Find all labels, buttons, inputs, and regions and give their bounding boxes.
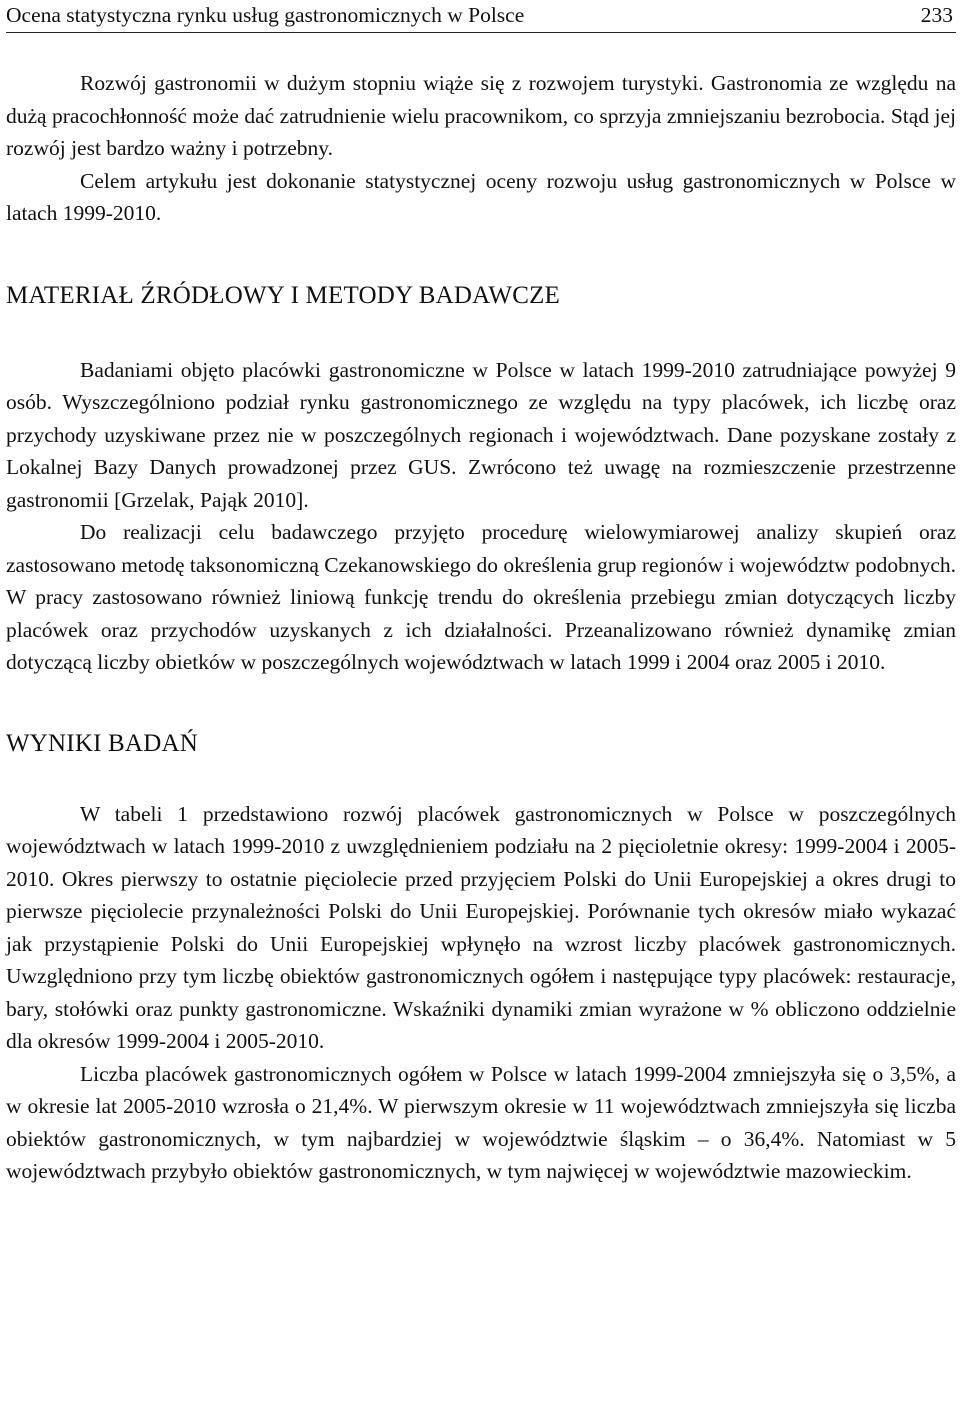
- intro-paragraph-1: Rozwój gastronomii w dużym stopniu wiąże się z rozwojem turystyki. Gastronomia ze względu na dużą pracochłonność może dać zatrudnienie wielu pracownikom, co sprzyja zmniejszaniu bezrobocia. Stąd jej rozwój jest bardzo ważny i potrzebny.: [6, 71, 956, 160]
- running-header: [6, 0, 956, 33]
- results-paragraph-1: W tabeli 1 przedstawiono rozwój placówek gastronomicznych w Polsce w poszczególnych województwach w latach 1999-2010 z uwzględnieniem podziału na 2 pięcioletnie okresy: 1999-2004 i 2005-2010. Okres pierwszy to ostatnie pięciolecie przed przyjęciem Polski do Unii Europejskiej a okres drugi to pierwsze pięciolecie przynależności Polski do Unii Europejskiej. Porównanie tych okresów miało wykazać jak przystąpienie Polski do Unii Europejskiej wpłynęło na wzrost liczby placówek gastronomicznych. Uwzględniono przy tym liczbę obiektów gastronomicznych ogółem i następujące typy placówek: restauracje, bary, stołówki oraz punkty gastronomiczne. Wskaźniki dynamiki zmian wyrażone w % obliczono oddzielnie dla okresów 1999-2004 i 2005-2010.: [6, 801, 956, 1053]
- section-heading-methods: MATERIAŁ ŹRÓDŁOWY I METODY BADAWCZE: [6, 281, 561, 309]
- running-header-title: Ocena statystyczna rynku usług gastronomicznych w Polsce: [6, 3, 525, 27]
- section-heading-results: WYNIKI BADAŃ: [6, 729, 198, 757]
- methods-paragraph-1: Badaniami objęto placówki gastronomiczne w Polsce w latach 1999-2010 zatrudniające powyżej 9 osób. Wyszczególniono podział rynku gastronomicznego ze względu na typy placówek, ich liczbę oraz przychody uzyskiwane przez nie w poszczególnych regionach i województwach. Dane pozyskane zostały z Lokalnej Bazy Danych prowadzonej przez GUS. Zwrócono też uwagę na rozmieszczenie przestrzenne gastronomii [Grzelak, Pająk 2010].: [6, 357, 956, 512]
- article-body: [6, 67, 956, 1188]
- intro-paragraph-2: Celem artykułu jest dokonanie statystycznej oceny rozwoju usług gastronomicznych w Polsce w latach 1999-2010.: [6, 168, 956, 225]
- methods-paragraph-2: Do realizacji celu badawczego przyjęto procedurę wielowymiarowej analizy skupień oraz zastosowano metodę taksonomiczną Czekanowskiego do określenia grup regionów i województw podobnych. W pracy zastosowano również liniową funkcję trendu do określenia przebiegu zmian dotyczących liczby placówek oraz przychodów uzyskanych z ich działalności. Przeanalizowano również dynamikę zmian dotyczącą liczby obietków w poszczególnych województwach w latach 1999 i 2004 oraz 2005 i 2010.: [6, 520, 956, 674]
- page-number: 233: [920, 3, 953, 27]
- results-paragraph-2: Liczba placówek gastronomicznych ogółem w Polsce w latach 1999-2004 zmniejszyła się o 3,5%, a w okresie lat 2005-2010 wzrosła o 21,4%. W pierwszym okresie w 11 województwach zmniejszyła się liczba obiektów gastronomicznych, w tym najbardziej w województwie śląskim – o 36,4%. Natomiast w 5 województwach przybyło obiektów gastronomicznych, w tym najwięcej w województwie mazowieckim.: [6, 1061, 956, 1183]
